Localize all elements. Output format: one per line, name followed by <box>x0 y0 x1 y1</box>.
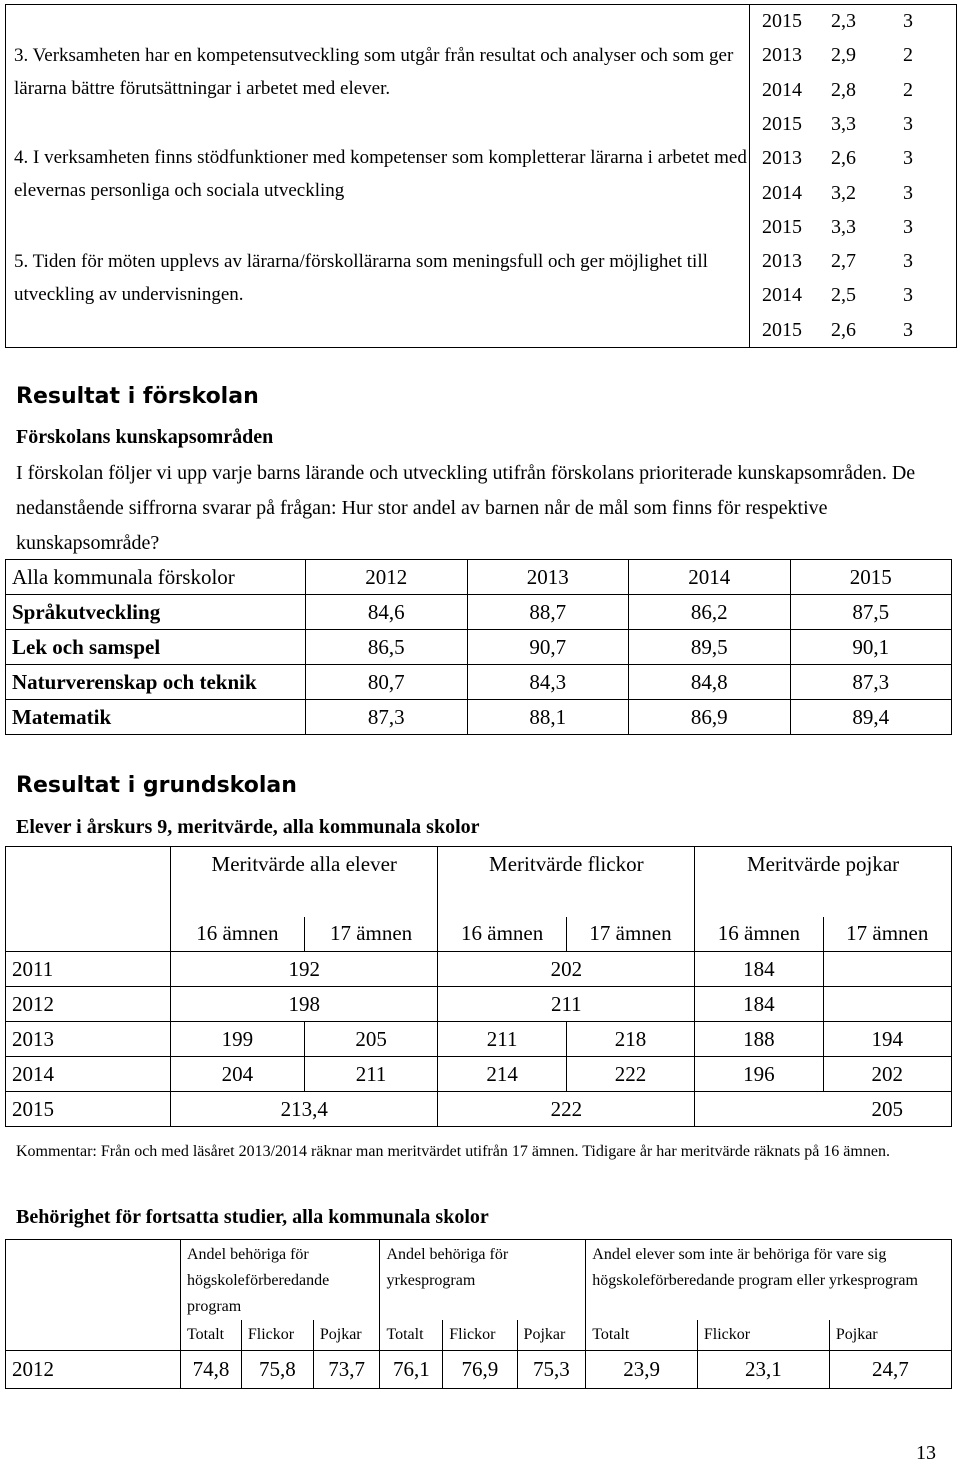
table-cell: 194 <box>823 1022 951 1057</box>
table-cell: 80,7 <box>306 665 468 700</box>
table-cell: 90,1 <box>790 630 952 665</box>
table-cell: 211 <box>438 987 695 1022</box>
subheader-row <box>6 917 952 952</box>
table-cell: 84,6 <box>306 595 468 630</box>
forskola-paragraph: I förskolan följer vi upp varje barns lärande och utveckling utifrån förskolans prioriterade kunskapsområden. De nedanstående siffrorna svarar på frågan: Hur stor andel av barnen når de mål som finns för respektive kunskapsområde? <box>16 462 916 554</box>
subcol-header: 17 ämnen <box>304 917 438 952</box>
subcol-header: Totalt <box>586 1320 698 1350</box>
section-heading-grundskola: Resultat i grundskolan <box>16 773 297 798</box>
row-label: Språkutveckling <box>6 595 306 630</box>
table-cell: 23,1 <box>697 1350 829 1388</box>
survey-median: 3 <box>903 215 913 238</box>
survey-median: 3 <box>903 10 913 32</box>
table-header-row <box>6 560 952 595</box>
subcol-header: 16 ämnen <box>695 917 823 952</box>
table-cell: 87,3 <box>790 665 952 700</box>
subcol-header: Flickor <box>241 1320 313 1350</box>
year-cell: 2014 <box>6 1057 171 1092</box>
row-label: Lek och samspel <box>6 630 306 665</box>
table-cell: 90,7 <box>467 630 629 665</box>
survey-value-row <box>748 244 948 278</box>
table-cell: 199 <box>171 1022 305 1057</box>
section-heading-forskola: Resultat i förskolan <box>16 384 259 409</box>
year-cell: 2011 <box>6 952 171 987</box>
group-header-row <box>6 1240 952 1321</box>
subcol-header: 16 ämnen <box>438 917 566 952</box>
table-cell: 202 <box>823 1057 951 1092</box>
survey-mean: 2,6 <box>831 147 856 170</box>
table-cell: 88,1 <box>467 700 629 735</box>
survey-mean: 3,3 <box>831 112 856 135</box>
forskola-table <box>5 559 952 735</box>
table-cell: 184 <box>695 952 823 987</box>
table-cell: 86,9 <box>629 700 791 735</box>
table-cell: 222 <box>438 1092 695 1127</box>
survey-year: 2015 <box>762 112 802 135</box>
group-header-all: Meritvärde alla elever <box>171 847 438 917</box>
table-row <box>6 1057 952 1092</box>
table-cell: 202 <box>438 952 695 987</box>
table-cell: 205 <box>304 1022 438 1057</box>
table-row <box>6 1350 952 1388</box>
survey-median: 3 <box>903 181 913 204</box>
survey-median: 3 <box>903 250 913 273</box>
empty-cell <box>6 1240 181 1321</box>
survey-median: 2 <box>903 78 913 101</box>
table-cell: 84,8 <box>629 665 791 700</box>
table-header-cell: 2014 <box>629 560 791 595</box>
subcol-header: Totalt <box>181 1320 242 1350</box>
table-cell: 222 <box>566 1057 694 1092</box>
table-cell: 214 <box>438 1057 566 1092</box>
survey-year: 2015 <box>762 10 802 32</box>
survey-year: 2014 <box>762 181 802 204</box>
subcol-header: Pojkar <box>829 1320 951 1350</box>
table-cell: 84,3 <box>467 665 629 700</box>
survey-value-row <box>748 38 948 72</box>
subheading-kunskapsomraden: Förskolans kunskapsområden <box>16 426 274 448</box>
group-header-hogskola: Andel behöriga för högskoleförberedande program <box>181 1240 380 1321</box>
table-cell: 76,1 <box>380 1350 443 1388</box>
survey-year: 2013 <box>762 147 802 170</box>
survey-mean: 2,3 <box>831 10 856 32</box>
survey-median: 3 <box>903 318 913 341</box>
page-number: 13 <box>916 1442 936 1464</box>
survey-year: 2013 <box>762 44 802 67</box>
subcol-header: Pojkar <box>313 1320 380 1350</box>
survey-median: 2 <box>903 44 913 67</box>
behorighet-table <box>5 1239 952 1389</box>
table-row <box>6 630 952 665</box>
table-cell: 213,4 <box>171 1092 438 1127</box>
subcol-header: Flickor <box>443 1320 517 1350</box>
survey-value-row <box>748 73 948 107</box>
table-cell <box>823 952 951 987</box>
survey-value-row <box>748 4 948 38</box>
survey-mean: 2,8 <box>831 78 856 101</box>
row-label: Matematik <box>6 700 306 735</box>
subheading-behorighet: Behörighet för fortsatta studier, alla kommunala skolor <box>16 1206 489 1228</box>
survey-item-4: 4. I verksamheten finns stödfunktioner med kompetenser som kompletterar lärarna i arbetet med elevernas personliga och sociala utveckling <box>14 147 747 201</box>
subcol-header: 17 ämnen <box>823 917 951 952</box>
group-header-ej-behoriga: Andel elever som inte är behöriga för vare sig högskoleförberedande program eller yrkesprogram <box>586 1240 952 1321</box>
table-cell: 24,7 <box>829 1350 951 1388</box>
survey-mean: 2,6 <box>831 318 856 341</box>
group-header-row <box>6 847 952 917</box>
table-row <box>6 665 952 700</box>
subcol-header: 17 ämnen <box>566 917 694 952</box>
table-cell <box>823 987 951 1022</box>
table-header-cell: 2015 <box>790 560 952 595</box>
table-header-cell: 2012 <box>306 560 468 595</box>
survey-year: 2014 <box>762 78 802 101</box>
survey-mean: 2,5 <box>831 284 856 307</box>
table-row <box>6 595 952 630</box>
subcol-header: Totalt <box>380 1320 443 1350</box>
subheader-row <box>6 1320 952 1350</box>
survey-mean: 2,9 <box>831 44 856 67</box>
table-cell: 218 <box>566 1022 694 1057</box>
survey-value-row <box>748 107 948 141</box>
group-header-pojkar: Meritvärde pojkar <box>695 847 952 917</box>
survey-median: 3 <box>903 284 913 307</box>
table-cell: 89,4 <box>790 700 952 735</box>
table-cell: 88,7 <box>467 595 629 630</box>
table-cell: 204 <box>171 1057 305 1092</box>
survey-median: 3 <box>903 112 913 135</box>
table-cell: 188 <box>695 1022 823 1057</box>
subcol-header: 16 ämnen <box>171 917 305 952</box>
table-cell: 211 <box>438 1022 566 1057</box>
table-cell: 86,5 <box>306 630 468 665</box>
table-row <box>6 1022 952 1057</box>
table-cell: 86,2 <box>629 595 791 630</box>
table-cell: 184 <box>695 987 823 1022</box>
group-header-flickor: Meritvärde flickor <box>438 847 695 917</box>
survey-value-row <box>748 210 948 244</box>
table-header-cell: 2013 <box>467 560 629 595</box>
table-cell: 196 <box>695 1057 823 1092</box>
table-cell: 76,9 <box>443 1350 517 1388</box>
table-cell: 198 <box>171 987 438 1022</box>
table-cell: 75,8 <box>241 1350 313 1388</box>
table-row <box>6 700 952 735</box>
empty-cell <box>6 1320 181 1350</box>
table-cell: 87,5 <box>790 595 952 630</box>
survey-median: 3 <box>903 147 913 170</box>
survey-item-3: 3. Verksamheten har en kompetensutveckling som utgår från resultat och analyser och som ger lärarna bättre förutsättningar i arbetet med elever. <box>14 45 734 99</box>
table-cell: 87,3 <box>306 700 468 735</box>
meritvarde-comment: Kommentar: Från och med läsåret 2013/2014 räknar man meritvärdet utifrån 17 ämnen. Tidigare år har meritvärde räknats på 16 ämnen. <box>16 1143 890 1160</box>
subcol-header: Flickor <box>697 1320 829 1350</box>
subheading-meritvarde: Elever i årskurs 9, meritvärde, alla kommunala skolor <box>16 816 480 838</box>
table-row <box>6 987 952 1022</box>
survey-year: 2013 <box>762 250 802 273</box>
table-row <box>6 1092 952 1127</box>
table-header-cell: Alla kommunala förskolor <box>6 560 306 595</box>
survey-mean: 3,2 <box>831 181 856 204</box>
table-cell: 89,5 <box>629 630 791 665</box>
empty-cell <box>6 847 171 917</box>
table-cell: 74,8 <box>181 1350 242 1388</box>
table-cell: 205 <box>695 1092 952 1127</box>
year-cell: 2013 <box>6 1022 171 1057</box>
table-cell: 75,3 <box>517 1350 586 1388</box>
survey-mean: 2,7 <box>831 250 856 273</box>
empty-cell <box>6 917 171 952</box>
survey-value-row <box>748 141 948 175</box>
survey-value-row <box>748 176 948 210</box>
table-cell: 211 <box>304 1057 438 1092</box>
survey-year: 2014 <box>762 284 802 307</box>
table-row <box>6 952 952 987</box>
group-header-yrkes: Andel behöriga för yrkesprogram <box>380 1240 586 1321</box>
table-cell: 73,7 <box>313 1350 380 1388</box>
subcol-header: Pojkar <box>517 1320 586 1350</box>
survey-value-row <box>748 278 948 312</box>
table-cell: 23,9 <box>586 1350 698 1388</box>
meritvarde-table <box>5 846 952 1127</box>
year-cell: 2012 <box>6 1350 181 1388</box>
survey-value-row <box>748 313 948 347</box>
survey-item-5: 5. Tiden för möten upplevs av lärarna/förskollärarna som meningsfull och ger möjlighet till utveckling av undervisningen. <box>14 251 708 305</box>
survey-year: 2015 <box>762 215 802 238</box>
year-cell: 2012 <box>6 987 171 1022</box>
row-label: Naturverenskap och teknik <box>6 665 306 700</box>
survey-mean: 3,3 <box>831 215 856 238</box>
survey-year: 2015 <box>762 318 802 341</box>
table-cell: 192 <box>171 952 438 987</box>
year-cell: 2015 <box>6 1092 171 1127</box>
